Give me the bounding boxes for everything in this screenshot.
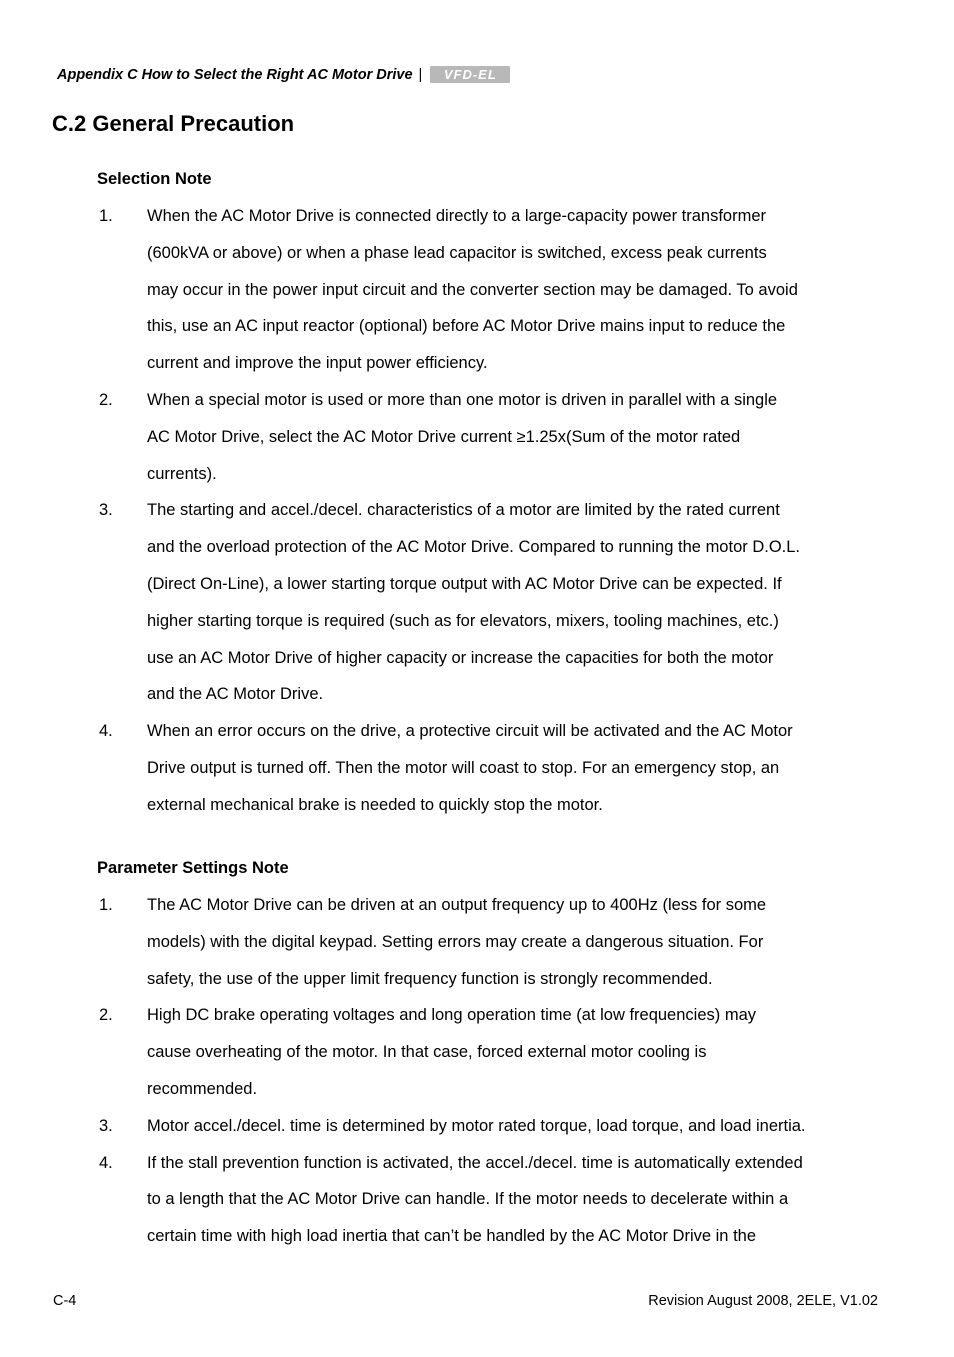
item-text bbox=[147, 198, 889, 382]
text-line: certain time with high load inertia that can’t be handled by the AC Motor Drive in the bbox=[147, 1227, 757, 1246]
text-line: The AC Motor Drive can be driven at an output frequency up to 400Hz (less for some bbox=[147, 896, 767, 914]
text-line: to a length that the AC Motor Drive can handle. If the motor needs to decelerate within a bbox=[147, 1190, 789, 1209]
revision-info: Revision August 2008, 2ELE, V1.02 bbox=[648, 1293, 878, 1309]
text-line: (600kVA or above) or when a phase lead capacitor is switched, excess peak currents bbox=[147, 243, 767, 262]
item-text bbox=[147, 1145, 889, 1255]
item-number: 3. bbox=[99, 501, 113, 520]
item-text bbox=[147, 1108, 889, 1145]
item-number: 2. bbox=[99, 390, 113, 409]
text-line: safety, the use of the upper limit frequency function is strongly recommended. bbox=[147, 969, 713, 988]
text-line: this, use an AC input reactor (optional) before AC Motor Drive mains input to reduce the bbox=[147, 317, 786, 336]
item-text bbox=[147, 997, 889, 1107]
item-number: 1. bbox=[99, 207, 113, 225]
text-line: use an AC Motor Drive of higher capacity or increase the capacities for both the motor bbox=[147, 648, 774, 667]
parameter-settings-list bbox=[99, 887, 889, 1255]
item-text bbox=[147, 492, 889, 713]
parameter-settings-heading: Parameter Settings Note bbox=[97, 859, 289, 877]
text-line: and the AC Motor Drive. bbox=[147, 685, 324, 704]
text-line: may occur in the power input circuit and the converter section may be damaged. To avoid bbox=[147, 280, 798, 299]
item-text bbox=[147, 713, 889, 823]
header-separator: | bbox=[418, 66, 423, 83]
text-line: currents). bbox=[147, 464, 217, 483]
list-item bbox=[99, 1145, 889, 1255]
running-title: Appendix C How to Select the Right AC Motor Drive bbox=[57, 66, 413, 83]
list-item bbox=[99, 382, 889, 492]
text-line: When an error occurs on the drive, a protective circuit will be activated and the AC Motor bbox=[147, 722, 793, 741]
page-number: C-4 bbox=[53, 1293, 77, 1309]
item-number: 1. bbox=[99, 896, 113, 914]
list-item bbox=[99, 198, 889, 382]
list-item bbox=[99, 492, 889, 713]
text-line: cause overheating of the motor. In that case, forced external motor cooling is bbox=[147, 1043, 707, 1062]
text-line: external mechanical brake is needed to quickly stop the motor. bbox=[147, 795, 603, 814]
text-line: and the overload protection of the AC Motor Drive. Compared to running the motor D.O.L. bbox=[147, 538, 801, 557]
text-line: higher starting torque is required (such as for elevators, mixers, tooling machines, etc.) bbox=[147, 611, 779, 630]
text-line: AC Motor Drive, select the AC Motor Drive current ≥1.25x(Sum of the motor rated bbox=[147, 427, 741, 446]
selection-note-heading: Selection Note bbox=[97, 170, 212, 188]
item-text bbox=[147, 382, 889, 492]
running-header bbox=[57, 66, 510, 83]
vfd-el-logo: VFD-EL bbox=[430, 66, 510, 83]
text-line: Drive output is turned off. Then the motor will coast to stop. For an emergency stop, an bbox=[147, 758, 780, 777]
list-item bbox=[99, 887, 889, 997]
text-line: When a special motor is used or more than one motor is driven in parallel with a single bbox=[147, 390, 778, 409]
text-line: recommended. bbox=[147, 1079, 258, 1098]
list-item bbox=[99, 713, 889, 823]
selection-note-list bbox=[99, 198, 889, 824]
list-item bbox=[99, 997, 889, 1107]
text-line: models) with the digital keypad. Setting errors may create a dangerous situation. For bbox=[147, 932, 764, 951]
text-line: If the stall prevention function is activated, the accel./decel. time is automatically extended bbox=[147, 1153, 803, 1172]
text-line: When the AC Motor Drive is connected directly to a large-capacity power transformer bbox=[147, 207, 767, 225]
section-title: C.2 General Precaution bbox=[52, 111, 295, 136]
text-line: (Direct On-Line), a lower starting torque output with AC Motor Drive can be expected. If bbox=[147, 574, 782, 593]
text-line: current and improve the input power efficiency. bbox=[147, 354, 488, 373]
item-number: 4. bbox=[99, 1153, 113, 1172]
text-line: High DC brake operating voltages and long operation time (at low frequencies) may bbox=[147, 1006, 756, 1025]
text-line: The starting and accel./decel. characteristics of a motor are limited by the rated current bbox=[147, 501, 780, 520]
list-item bbox=[99, 1108, 889, 1145]
item-number: 4. bbox=[99, 722, 113, 741]
item-text bbox=[147, 887, 889, 997]
text-line: Motor accel./decel. time is determined by motor rated torque, load torque, and load inertia. bbox=[147, 1116, 806, 1135]
item-number: 3. bbox=[99, 1116, 113, 1135]
item-number: 2. bbox=[99, 1006, 113, 1025]
